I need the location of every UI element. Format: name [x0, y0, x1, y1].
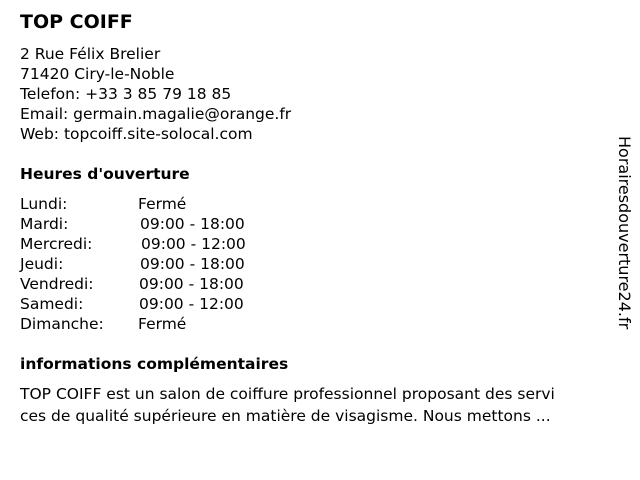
day-label: Vendredi: — [20, 275, 94, 293]
description-line-1: TOP COIFF est un salon de coiffure professionnel proposant des servi — [20, 385, 555, 403]
hours-row-wednesday — [20, 234, 320, 254]
contact-block — [20, 44, 291, 144]
address-city: 71420 Ciry-le-Noble — [20, 65, 175, 83]
day-hours: 09:00 - 12:00 — [141, 235, 246, 253]
address-street: 2 Rue Félix Brelier — [20, 45, 161, 63]
day-hours: Fermé — [138, 195, 187, 213]
hours-row-friday — [20, 274, 320, 294]
hours-row-sunday — [20, 314, 320, 334]
phone-line: Telefon: +33 3 85 79 18 85 — [20, 85, 232, 103]
email-line: Email: germain.magalie@orange.fr — [20, 105, 292, 123]
business-description — [20, 383, 620, 427]
site-watermark: Horairesdouverture24.fr — [615, 136, 634, 330]
hours-row-monday — [20, 194, 320, 214]
day-label: Lundi: — [20, 195, 68, 213]
additional-info-heading: informations complémentaires — [20, 355, 289, 373]
day-label: Dimanche: — [20, 315, 104, 333]
opening-hours-table — [20, 194, 320, 334]
day-hours: Fermé — [138, 315, 187, 333]
hours-row-tuesday — [20, 214, 320, 234]
description-line-2: ces de qualité supérieure en matière de visagisme. Nous mettons ... — [20, 407, 551, 425]
day-hours: 09:00 - 18:00 — [139, 275, 244, 293]
business-name: TOP COIFF — [20, 11, 133, 33]
day-label: Mercredi: — [20, 235, 93, 253]
day-hours: 09:00 - 18:00 — [140, 255, 245, 273]
hours-row-saturday — [20, 294, 320, 314]
day-label: Mardi: — [20, 215, 69, 233]
day-hours: 09:00 - 12:00 — [139, 295, 244, 313]
hours-row-thursday — [20, 254, 320, 274]
day-hours: 09:00 - 18:00 — [140, 215, 245, 233]
day-label: Samedi: — [20, 295, 84, 313]
opening-hours-heading: Heures d'ouverture — [20, 165, 190, 183]
day-label: Jeudi: — [20, 255, 64, 273]
website-line: Web: topcoiff.site-solocal.com — [20, 125, 253, 143]
